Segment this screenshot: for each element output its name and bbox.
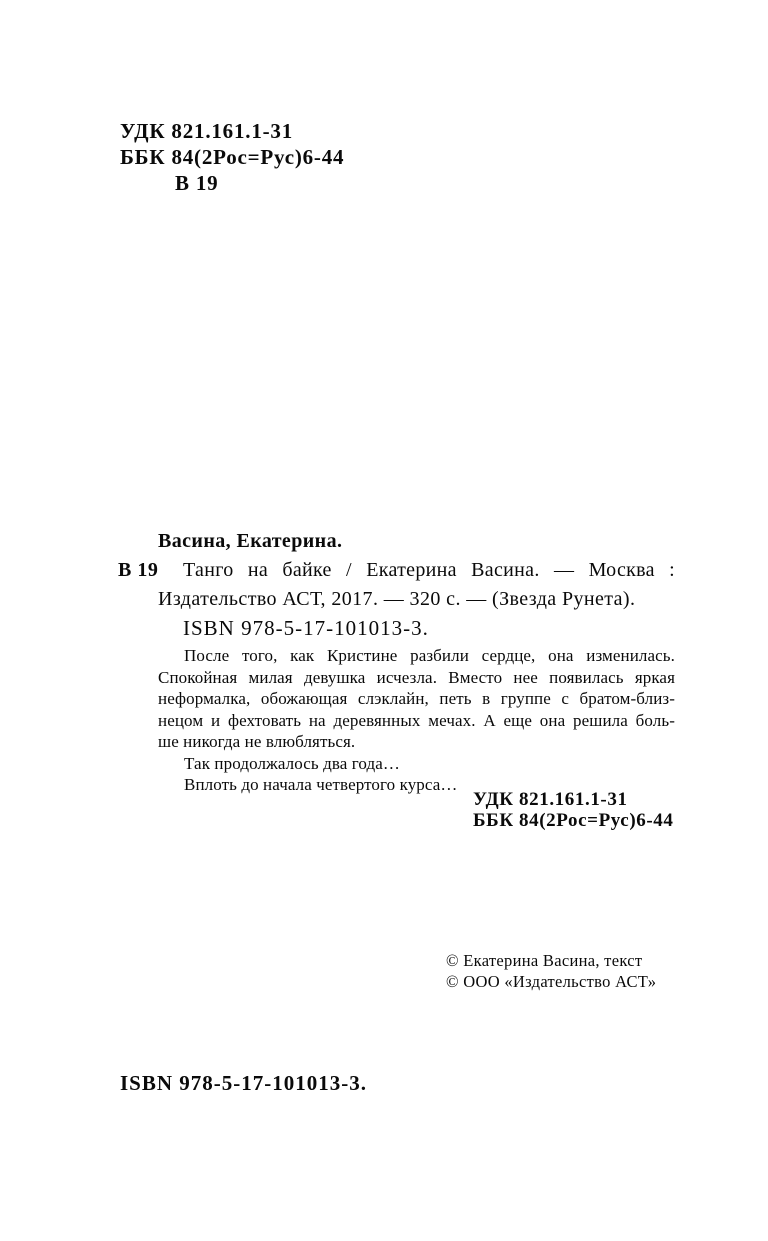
bibliographic-entry (118, 556, 675, 614)
cataloging-block (118, 527, 675, 796)
author-sign-top: В 19 (175, 171, 219, 195)
udk-bbk-right-block (473, 789, 673, 831)
author-heading: Васина, Екатерина. (158, 530, 343, 552)
annotation-line: Спокойная милая девушка исчезла. Вместо нее появилась яркая (158, 667, 675, 687)
udk-code-top: УДК 821.161.1-31 (120, 119, 294, 143)
annotation (158, 645, 675, 753)
top-classification-block (120, 118, 344, 196)
biblio-line-2: Издательство АСТ, 2017. — 320 с. — (Звезда Рунета). (158, 588, 636, 610)
annotation-line: неформалка, обожающая слэклайн, петь в группе с братом-близ- (158, 689, 675, 708)
annotation-line: ше никогда не влюбляться. (158, 732, 356, 751)
paragraph-two-years: Так продолжалось два года… (184, 753, 401, 773)
annotation-line: нецом и фехтовать на деревянных мечах. А еще она решила боль- (158, 710, 675, 730)
biblio-line-1: Танго на байке / Екатерина Васина. — Москва : (183, 559, 675, 581)
author-sign-label: В 19 (118, 559, 159, 581)
copyright-line-author: © Екатерина Васина, текст (446, 951, 643, 970)
annotation-line: После того, как Кристине разбили сердце, она изменилась. (184, 646, 675, 665)
isbn-line: ISBN 978-5-17-101013-3. (183, 616, 429, 640)
copyright-block (446, 951, 656, 992)
bbk-code-right: ББК 84(2Рос=Рус)6-44 (473, 810, 674, 831)
isbn-bottom: ISBN 978-5-17-101013-3. (120, 1071, 367, 1095)
udk-code-right: УДК 821.161.1-31 (473, 789, 628, 810)
paragraph-fourth-year: Вплоть до начала четвертого курса… (184, 775, 458, 794)
bbk-code-top: ББК 84(2Рос=Рус)6-44 (120, 145, 345, 169)
copyright-line-publisher: © ООО «Издательство АСТ» (446, 971, 657, 991)
